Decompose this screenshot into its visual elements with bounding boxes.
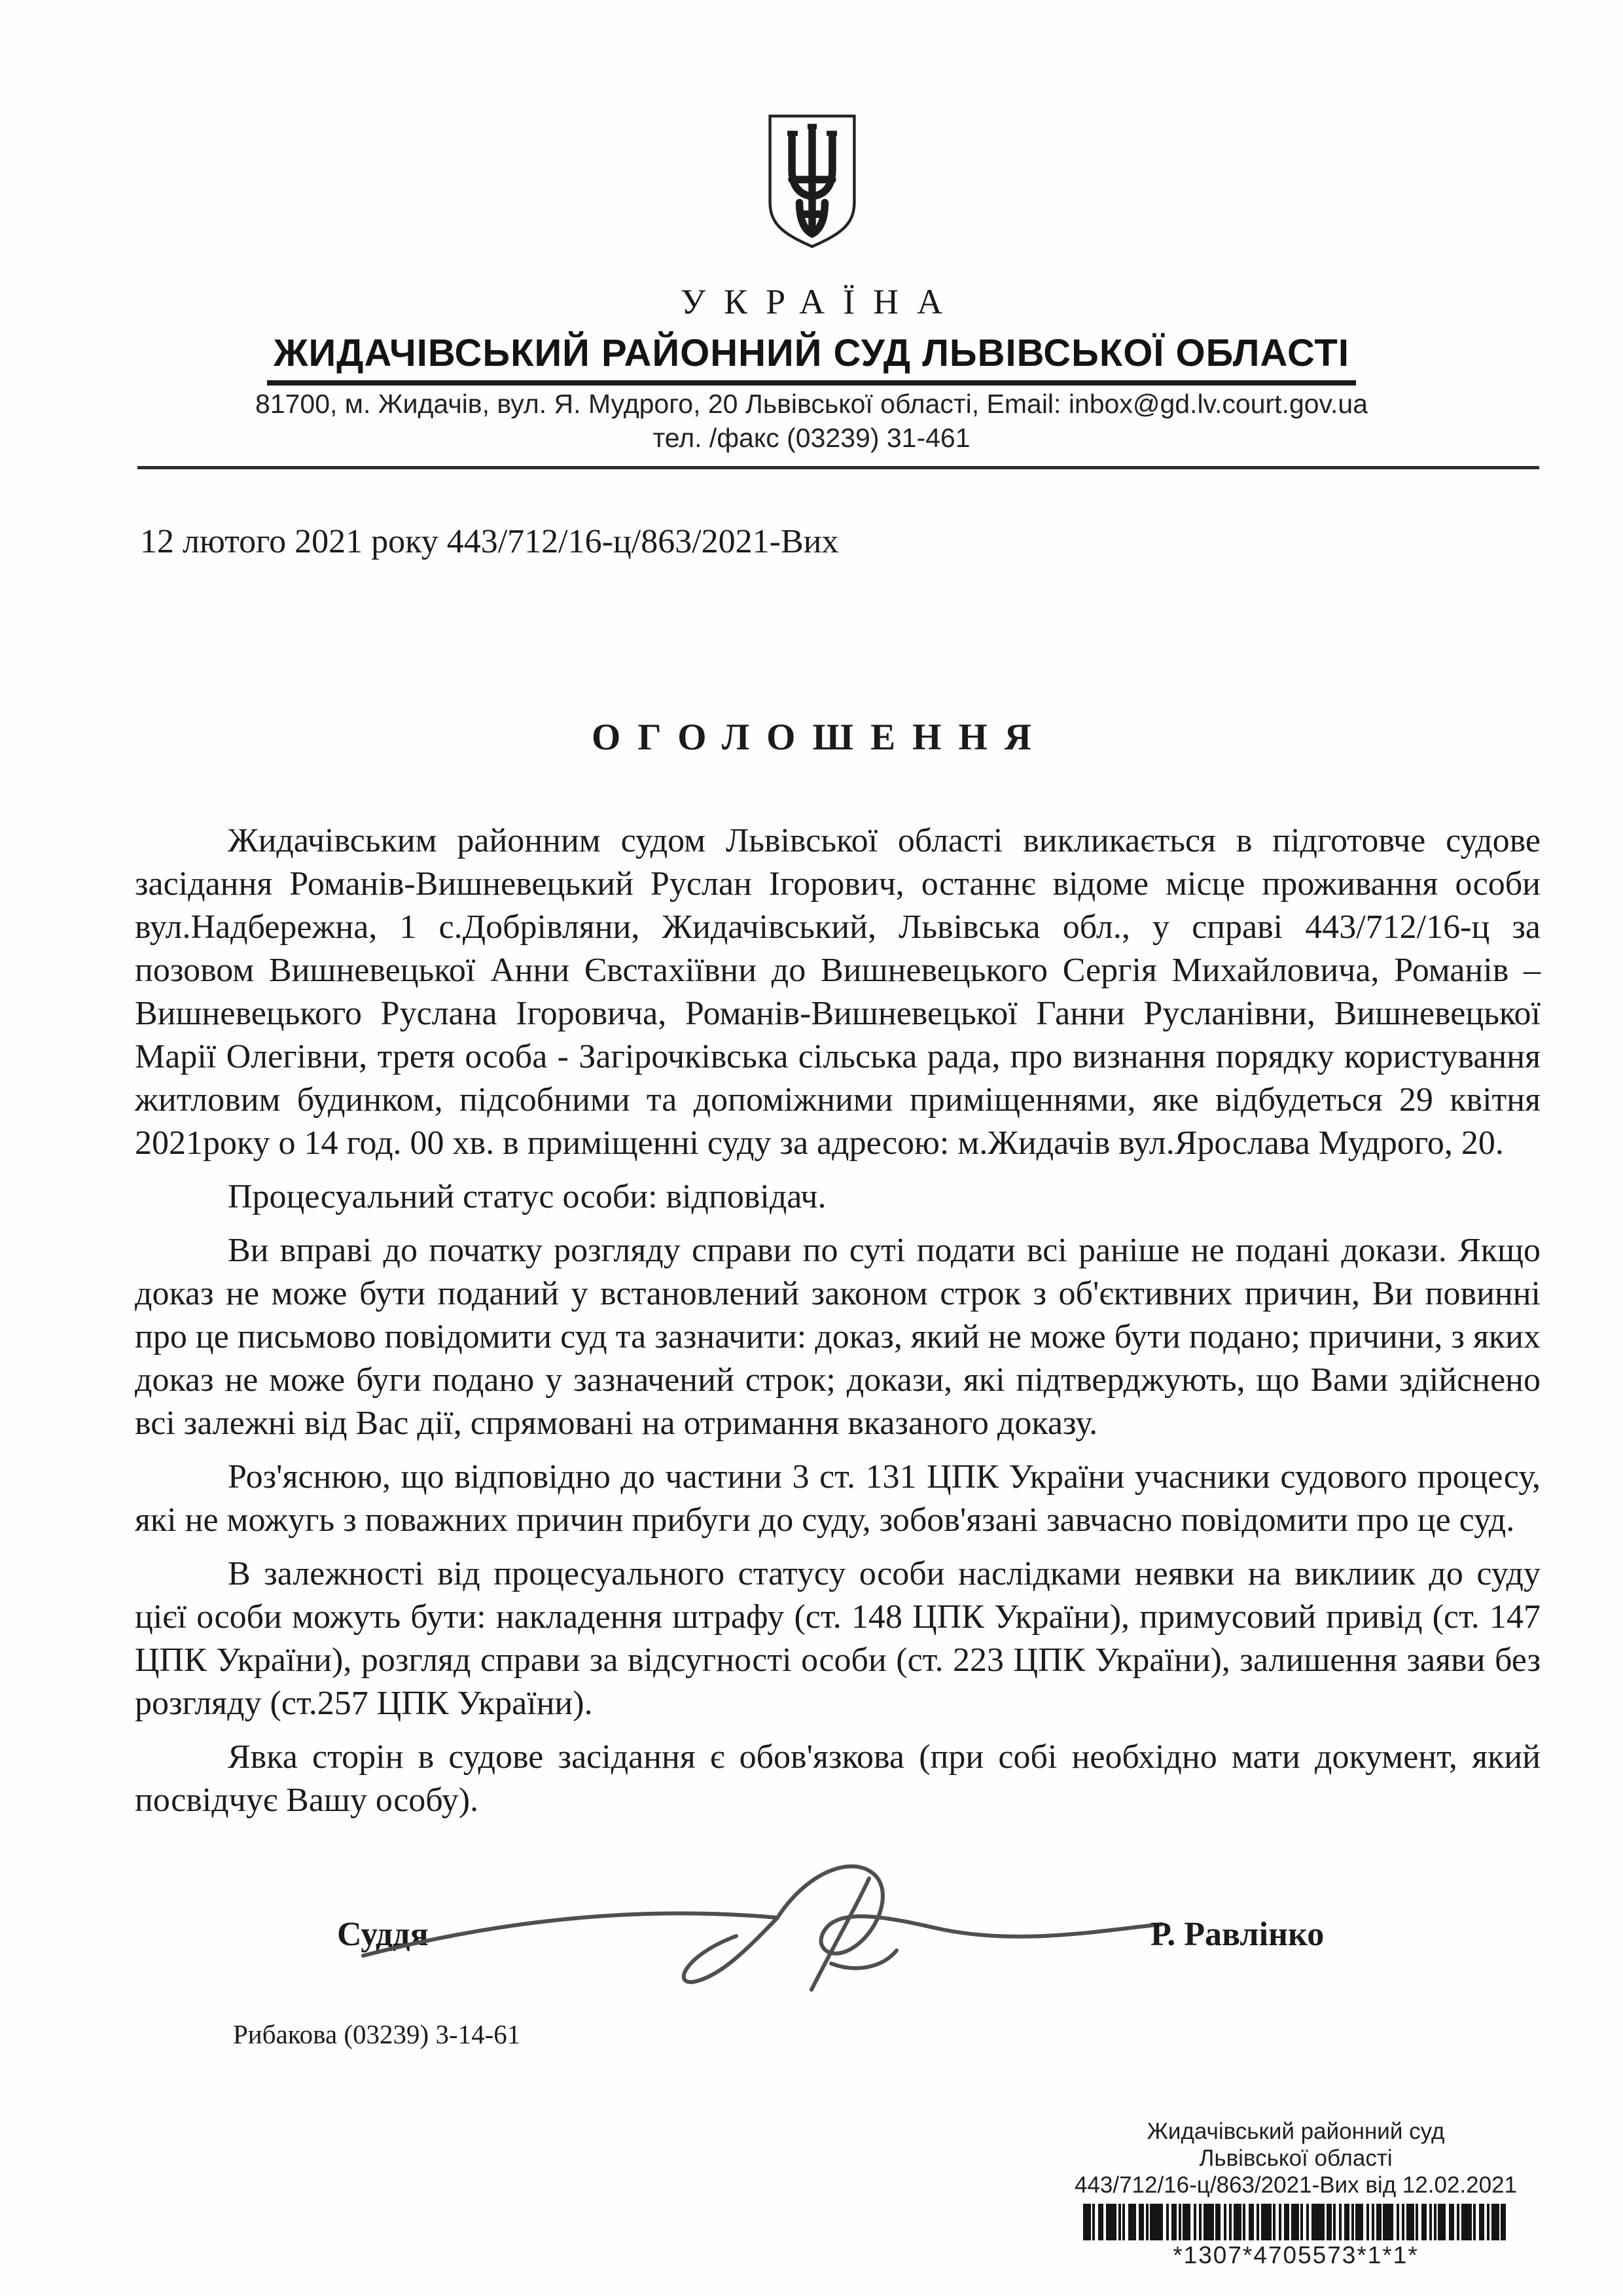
stamp-case-line: 443/712/16-ц/863/2021-Вих від 12.02.2021 [1074,2172,1518,2198]
date-and-reference-line: 12 лютого 2021 року 443/712/16-ц/863/2021-Вих [140,523,839,560]
body-paragraph-evidence: Ви вправі до початку розгляду справи по суті подати всі раніше не подані докази. Якщо доказ не може бути поданий у встановлений законом строк з об'єктивних причин, Ви повинні про це письмово повідомити суд та зазначити: доказ, який не може бути подано; причини, з яких доказ не може буги подано у зазначений строк; докази, які підтверджують, що Вами здійснено всі залежні від Вас дії, спрямовані на отримання вказаного доказу. [135,1232,1541,1442]
country-name: УКРАЇНА [680,282,961,321]
barcode-icon [1047,2204,1544,2240]
body-paragraph-consequences: В залежності від процесуального статусу особи наслідками неявки на виклиик до суду цієї особи можуть бути: накладення штрафу (ст. 148 ЦПК України), примусовий привід (ст. 147 ЦПК України), розгляд справи за відсугності особи (ст. 223 ЦПК України), залишення заяви без розгляду (ст.257 ЦПК України). [135,1555,1541,1722]
stamp-court-line2: Львівської області [1199,2145,1393,2171]
judge-role-label: Суддя [337,1916,429,1953]
body-paragraph-status: Процесуальний статус особи: відповідач. [228,1178,827,1215]
document-body [135,819,1541,1833]
registration-stamp [1047,2118,1544,2269]
body-paragraph-summons: Жидачівським районним судом Львівської області викликається в підготовче судове засідання Романів-Вишневецький Руслан Ігорович, останнє відоме місце проживання особи вул.Надбережна, 1 с.Добрівляни, Жидачівський, Львівська обл., у справі 443/712/16-ц за позовом Вишневецької Анни Євстахіївни до Вишневецького Сергія Михайловича, Романів – Вишневецького Руслана Ігоровича, Романів-Вишневецької Ганни Русланівни, Вишневецької Марії Олегівни, третя особа - Загірочківська сільська рада, про визнання порядку користування житловим будинком, підсобними та допоміжними приміщеннями, яке відбудеться 29 квітня 2021року о 14 год. 00 хв. в приміщенні суду за адресою: м.Жидачів вул.Ярослава Мудрого, 20. [135,822,1541,1162]
clerk-contact-line: Рибакова (03239) 3-14-61 [233,2019,521,2049]
body-paragraph-notice: Роз'яснюю, що відповідно до частини 3 ст. 131 ЦПК України учасники судового процесу, які не можугь з поважних причин прибуги до суду, зобов'язані завчасно повідомити про це суд. [135,1458,1541,1539]
court-phone-line: тел. /факс (03239) 31-461 [652,423,971,453]
ukraine-trident-emblem-icon [763,102,861,260]
body-paragraph-attendance: Явка сторін в судове засідання є обов'язкова (при собі необхідно мати документ, який посвідчує Вашу особу). [135,1738,1541,1819]
judge-name: Р. Равлінко [1150,1916,1325,1953]
barcode-text: *1307*4705573*1*1* [1173,2242,1419,2269]
document-title: ОГОЛОШЕННЯ [592,717,1048,758]
header-divider-rule [137,466,1539,469]
court-address-line: 81700, м. Жидачів, вул. Я. Мудрого, 20 Львівської області, Email: inbox@gd.lv.court.gov.ua [255,389,1368,419]
judge-signature-icon [353,1852,1178,2009]
stamp-court-line1: Жидачівський районний суд [1147,2119,1445,2144]
court-name-heading: ЖИДАЧІВСЬКИЙ РАЙОННИЙ СУД ЛЬВІВСЬКОЇ ОБЛАСТІ [267,331,1356,386]
